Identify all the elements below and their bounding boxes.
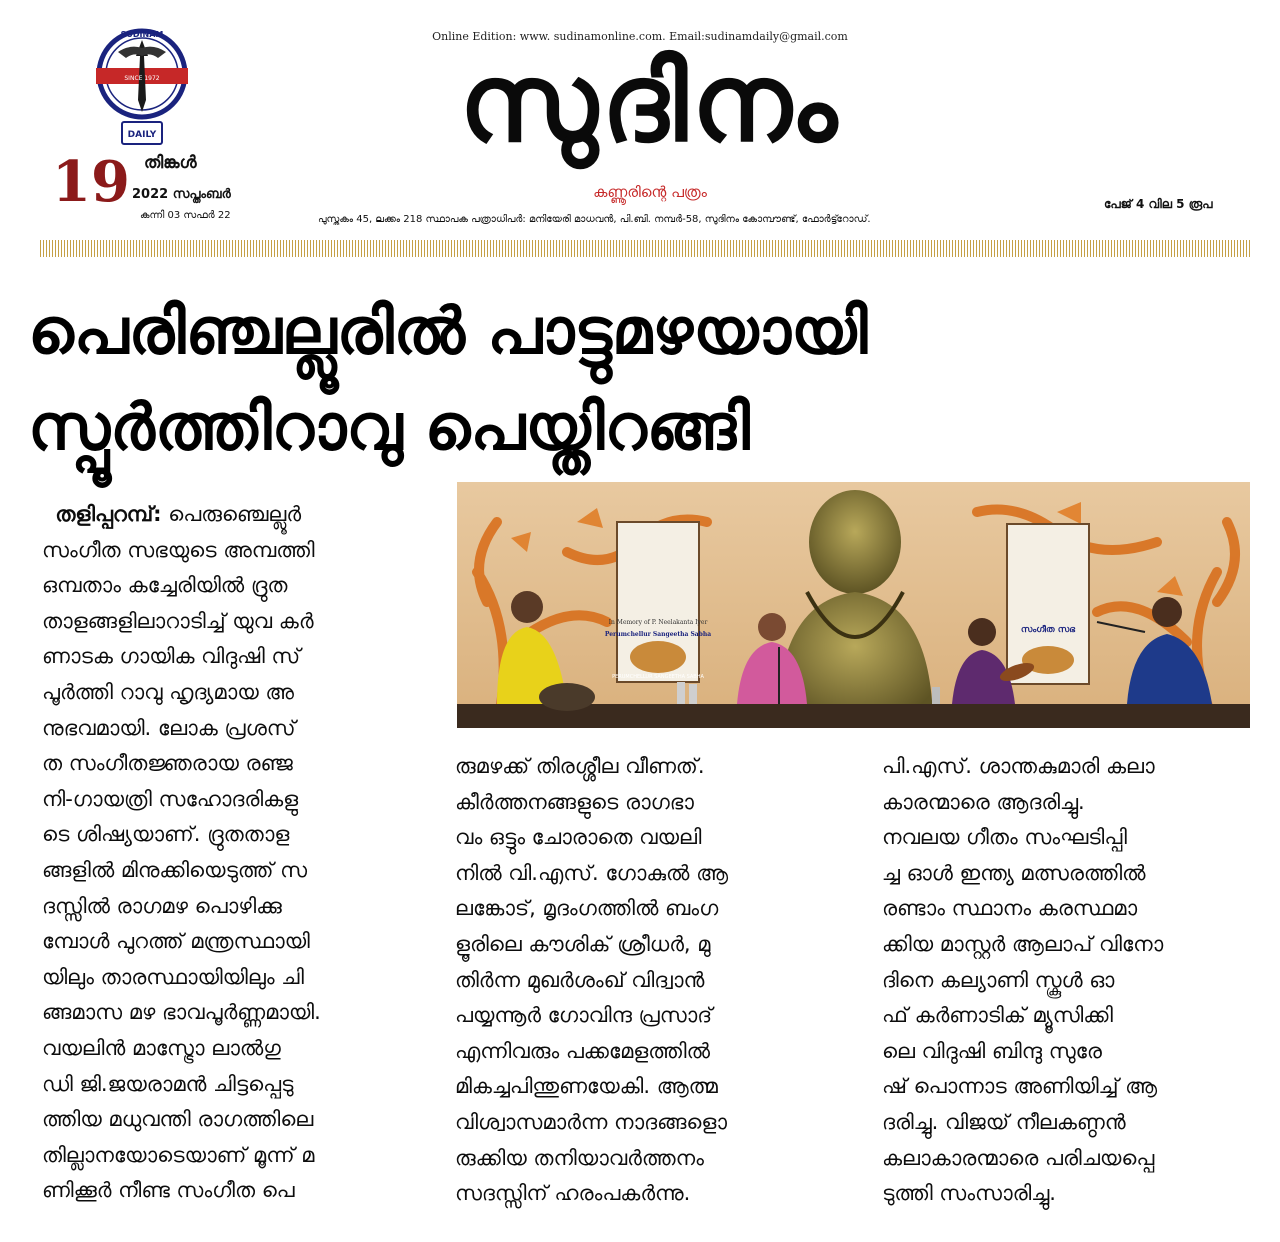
column-line: കലാകാരന്മാരെ പരിചയപ്പെ	[882, 1145, 1155, 1170]
column-line: ക്കിയ മാസ്റ്റർ ആലാപ് വിനോ	[882, 931, 1164, 956]
column-line: ഒമ്പതാം കച്ചേരിയിൽ ദ്രുത	[42, 573, 288, 598]
column-line: പയ്യന്നൂർ ഗോവിന്ദ പ്രസാദ്	[455, 1003, 713, 1028]
logo-text-since: SINCE 1972	[124, 75, 160, 82]
logo-text-top: SUDINAM	[120, 30, 164, 39]
column-line: ണാടക ഗായിക വിദുഷി സ്	[42, 644, 301, 669]
logo-text-bottom: DAILY	[127, 130, 157, 140]
column-line: നി-ഗായത്രി സഹോദരികളു	[42, 786, 299, 811]
column-line: മികച്ചപിന്തുണയേകി. ആത്മ	[455, 1074, 718, 1099]
column-line: സദസ്സിന് ഹരംപകർന്നു.	[455, 1181, 691, 1206]
column-line: ങ്ങളിൽ മിനുക്കിയെടുത്ത് സ	[42, 857, 308, 882]
date-full: 2022 സപ്തംബർ	[132, 187, 231, 202]
column-line: സംഗീത സഭയുടെ അമ്പത്തി	[42, 537, 315, 562]
banner-left-sub: PERUMCHELLUR SANGEETHA SABHA	[612, 674, 704, 680]
article-headline	[28, 284, 1258, 476]
weekday: തിങ്കൾ	[144, 153, 197, 173]
column-line: ടുത്തി സംസാരിച്ചു.	[882, 1181, 1056, 1206]
column-line: ടെ ശിഷ്യയാണ്. ദ്രുതതാള	[42, 822, 290, 847]
malayalam-calendar-date: കന്നി 03 സഫർ 22	[140, 210, 231, 221]
page-and-price: പേജ് 4 വില 5 രൂപ	[1104, 197, 1213, 211]
column-line: വം ഒട്ടും ചോരാതെ വയലി	[455, 825, 702, 850]
column-line: വിശ്വാസമാർന്ന നാദങ്ങളൊ	[455, 1109, 728, 1134]
column-line: കീർത്തനങ്ങളുടെ രാഗഭാ	[455, 789, 694, 814]
column-line: രണ്ടാം സ്ഥാനം കരസ്ഥമാ	[882, 896, 1138, 921]
column-line: നിൽ വി.എസ്. ഗോകുൽ ആ	[455, 860, 729, 885]
column-line: ഫ് കർണാടിക് മ്യൂസിക്കി	[882, 1003, 1113, 1028]
column-line: ദസ്സിൽ രാഗമഴ പൊഴിക്കു	[42, 893, 282, 918]
column-line: തിർന്ന മുഖർശംഖ് വിദ്വാൻ	[455, 967, 705, 992]
column-line-text: പെരുഞ്ചെല്ലൂർ	[168, 502, 302, 526]
column-line: പി.എസ്. ശാന്തകുമാരി കലാ	[882, 754, 1155, 778]
column-line: പൂർത്തി റാവു ഹൃദ്യമായ അ	[42, 679, 294, 704]
column-line: ളൂരിലെ കൗശിക് ശ്രീധർ, മു	[455, 931, 711, 956]
banner-right-title: സംഗീത സഭ	[1020, 625, 1076, 635]
column-line	[42, 497, 442, 533]
masthead-divider	[40, 240, 1252, 257]
column-line: ണിക്കൂർ നീണ്ട സംഗീത പെ	[42, 1178, 295, 1203]
column-line: ദിനെ കല്യാണി സ്കൂൾ ഓ	[882, 967, 1115, 992]
column-line: ച്ച ഓൾ ഇന്ത്യ മത്സരത്തിൽ	[882, 860, 1146, 885]
column-line: ത്തിയ മധുവന്തി രാഗത്തിലെ	[42, 1107, 314, 1132]
online-edition-line: Online Edition: www. sudinamonline.com. Email:sudinamdaily@gmail.com	[432, 30, 848, 43]
headline-line-1: പെരിഞ്ചല്ലൂരിൽ പാട്ടുമഴയായി	[28, 295, 868, 369]
column-line: ങ്ങമാസ മഴ ഭാവപൂർണ്ണമായി.	[42, 1000, 321, 1025]
article-column-1	[42, 497, 442, 1209]
banner-left-title: Perumchellur Sangeetha Sabha	[604, 631, 712, 638]
column-line: തില്ലാനയോടെയാണ് മൂന്ന് മ	[42, 1142, 315, 1167]
headline-line-2: സ്പൂർത്തിറാവു പെയ്തിറങ്ങി	[28, 391, 750, 465]
column-line: ഷ് പൊന്നാട അണിയിച്ച് ആ	[882, 1074, 1158, 1099]
column-line: നവലയ ഗീതം സംഘടിപ്പി	[882, 825, 1127, 850]
column-line: രുമഴക്ക് തിരശ്ശീല വീണത്.	[455, 754, 705, 778]
column-line: ത സംഗീതജ്ഞരായ രഞ്ജ	[42, 751, 293, 776]
column-line: താളങ്ങളിലാറാടിച്ച് യുവ കർ	[42, 608, 314, 633]
article-column-2	[455, 749, 835, 1212]
dateline: തളിപ്പറമ്പ്:	[55, 502, 162, 526]
column-line: എന്നിവരും പക്കമേളത്തിൽ	[455, 1038, 710, 1063]
imprint-line: പുസ്തകം 45, ലക്കം 218 സ്ഥാപക പത്രാധിപർ: മനിയേരി മാധവൻ, പി.ബി. നമ്പർ-58, സുദിനം കോമ്പൗണ്ട്, ഫോർട്ട്റോഡ്.	[318, 214, 871, 225]
concert-photo	[457, 482, 1250, 728]
column-line: രുക്കിയ തനിയാവർത്തനം	[455, 1145, 704, 1170]
column-line: കാരന്മാരെ ആദരിച്ചു.	[882, 789, 1085, 814]
column-line: ലങ്കോട്, മൃദംഗത്തിൽ ബംഗ	[455, 896, 719, 921]
masthead-tagline: കണ്ണൂരിന്റെ പത്രം	[593, 183, 707, 201]
column-line: വയലിൻ മാസ്ട്രോ ലാൽഗു	[42, 1035, 281, 1060]
column-line: നുഭവമായി. ലോക പ്രശസ്	[42, 715, 296, 740]
article-column-3	[882, 749, 1252, 1212]
masthead-title: സുദിനം	[459, 41, 841, 166]
date-number: 19	[52, 149, 130, 215]
column-line: ദരിച്ചു. വിജയ് നീലകണ്ഠൻ	[882, 1109, 1126, 1134]
column-line: ലെ വിദുഷി ബിന്ദു സുരേ	[882, 1038, 1102, 1063]
newspaper-logo	[96, 22, 188, 150]
banner-left-caption: In Memory of P. Neelakanta Iyer	[608, 619, 708, 626]
column-line: യിലും താരസ്ഥായിയിലും ചി	[42, 964, 304, 989]
column-line: ഡി ജി.ജയരാമൻ ചിട്ടപ്പെടു	[42, 1071, 294, 1096]
column-line: മ്പോൾ പുറത്ത് മന്ത്രസ്ഥായി	[42, 929, 310, 954]
